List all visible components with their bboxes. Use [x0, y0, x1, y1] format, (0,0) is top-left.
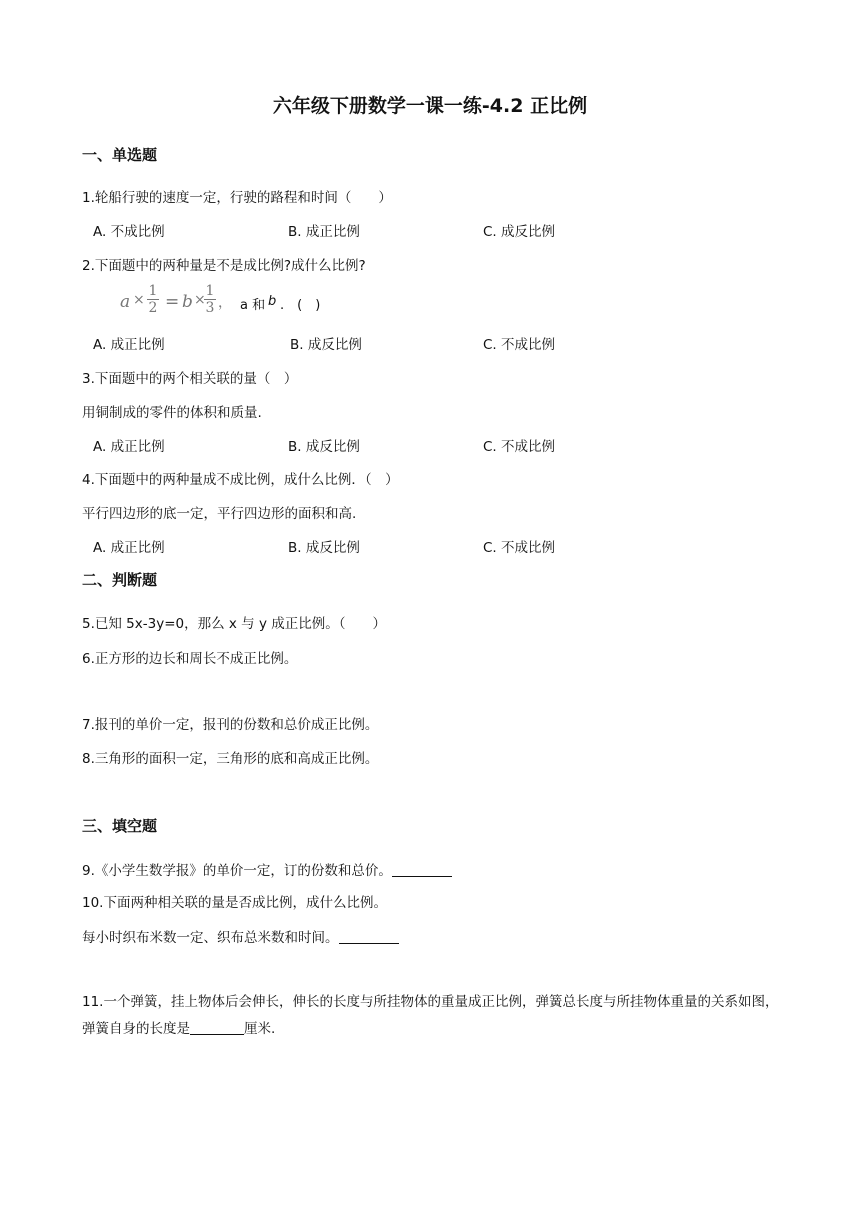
formula-times-1: ×	[133, 292, 145, 308]
answer-blank-10[interactable]	[339, 929, 399, 944]
q2-option-c: C. 不成比例	[483, 337, 556, 353]
formula-equals: =	[165, 292, 180, 312]
question-2: 2.下面题中的两种量是不是成比例?成什么比例?	[82, 258, 366, 274]
question-8: 8.三角形的面积一定，三角形的底和高成正比例。	[82, 751, 379, 767]
formula-comma: ，	[218, 295, 232, 311]
question-5: 5.已知 5x-3y=0，那么 x 与 y 成正比例。（ ）	[82, 616, 386, 632]
section-heading-single-choice: 一、单选题	[82, 146, 158, 164]
question-10: 10.下面两种相关联的量是否成比例，成什么比例。	[82, 895, 387, 911]
q3-option-c: C. 不成比例	[483, 439, 556, 455]
q2-option-a: A. 成正比例	[93, 337, 165, 353]
q1-option-c: C. 成反比例	[483, 224, 556, 240]
formula-times-2: ×	[194, 292, 206, 308]
formula-var-a: a	[120, 292, 131, 312]
question-7: 7.报刊的单价一定，报刊的份数和总价成正比例。	[82, 717, 379, 733]
formula-fraction-2	[204, 284, 216, 316]
fraction-2-denominator: 3	[205, 300, 215, 316]
formula-fraction-1	[147, 284, 159, 316]
question-9-text: 9.《小学生数学报》的单价一定，订的份数和总价。	[82, 863, 392, 879]
section-heading-true-false: 二、判断题	[82, 571, 158, 589]
q2-tail-a: a 和	[240, 298, 266, 313]
question-6: 6.正方形的边长和周长不成正比例。	[82, 651, 298, 667]
fraction-1-denominator: 2	[148, 300, 158, 316]
page-title: 六年级下册数学一课一练-4.2 正比例	[272, 95, 588, 117]
question-3-statement: 用铜制成的零件的体积和质量.	[82, 405, 262, 421]
answer-blank-11[interactable]	[190, 1020, 244, 1035]
q1-option-b: B. 成正比例	[288, 224, 360, 240]
q2-tail-b: b	[268, 294, 277, 309]
question-10-statement-text: 每小时织布米数一定、织布总米数和时间。	[82, 930, 339, 946]
answer-blank-9[interactable]	[392, 862, 452, 877]
question-1: 1.轮船行驶的速度一定，行驶的路程和时间（ ）	[82, 190, 392, 206]
fraction-1-numerator: 1	[148, 283, 158, 299]
question-11-text: 11.一个弹簧，挂上物体后会伸长，伸长的长度与所挂物体的重量成正比例，弹簧总长度与所挂物体重量的关系如图，弹簧自身的长度是	[82, 994, 779, 1037]
q2-option-b: B. 成反比例	[290, 337, 362, 353]
q4-option-a: A. 成正比例	[93, 540, 165, 556]
question-9	[82, 859, 452, 879]
q3-option-a: A. 成正比例	[93, 439, 165, 455]
q1-option-a: A. 不成比例	[93, 224, 165, 240]
q2-tail-end: . ( )	[280, 298, 321, 313]
formula-var-b: b	[182, 292, 193, 312]
question-11-unit: 厘米.	[244, 1021, 276, 1037]
question-4: 4.下面题中的两种量成不成比例，成什么比例．（ ）	[82, 472, 399, 488]
q3-option-b: B. 成反比例	[288, 439, 360, 455]
section-heading-fill-blank: 三、填空题	[82, 817, 158, 835]
q4-option-b: B. 成反比例	[288, 540, 360, 556]
question-3: 3.下面题中的两个相关联的量（ ）	[82, 371, 298, 387]
q4-option-c: C. 不成比例	[483, 540, 556, 556]
question-4-statement: 平行四边形的底一定，平行四边形的面积和高.	[82, 506, 357, 522]
question-10-statement	[82, 926, 399, 946]
q2-formula	[82, 282, 382, 322]
fraction-2-numerator: 1	[205, 283, 215, 299]
question-11	[82, 989, 782, 1043]
